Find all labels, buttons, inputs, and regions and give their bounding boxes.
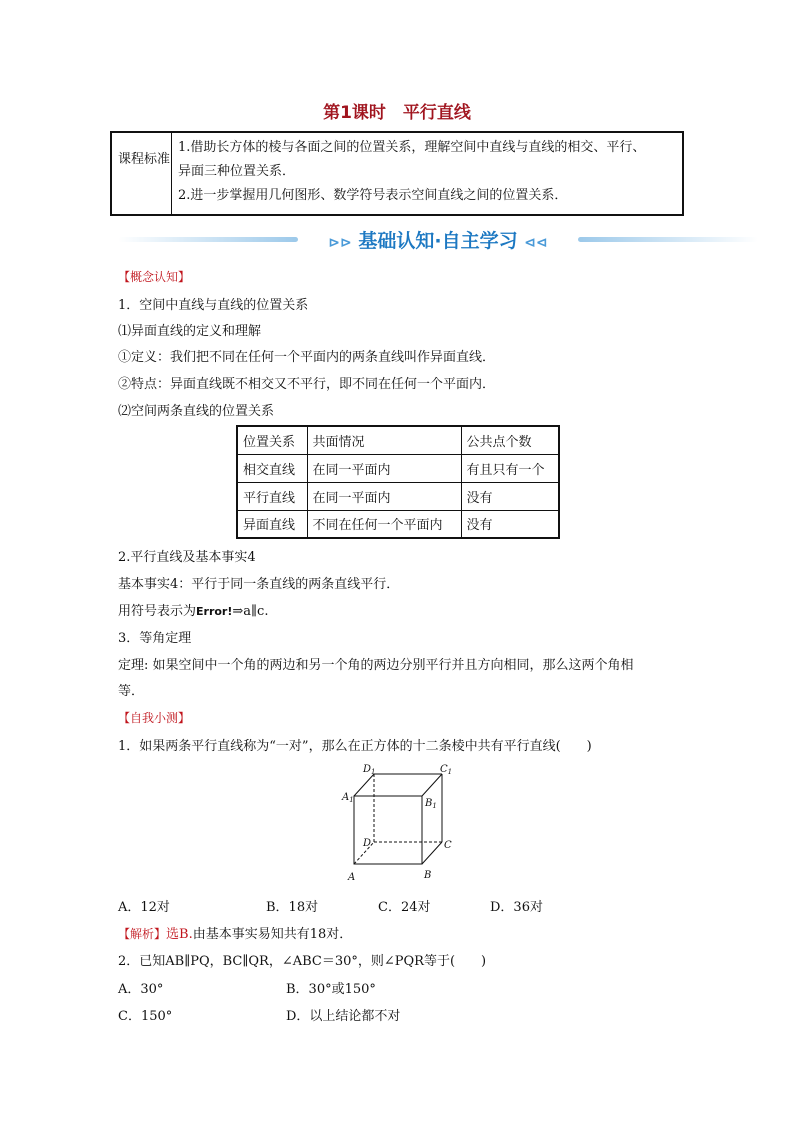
chevron-left-icon: ⊲⊲ (524, 235, 548, 251)
banner-line-left (118, 237, 298, 242)
concept-tag: 【概念认知】 (118, 270, 191, 284)
symbol-line (118, 600, 268, 619)
table-cell: 不同在任何一个平面内 (307, 510, 461, 538)
q2-option-b: B．30°或150° (286, 982, 376, 997)
q2-option-a: A．30° (118, 982, 164, 997)
table-row (237, 510, 559, 538)
table-cell: 有且只有一个 (461, 454, 559, 482)
theorem-line-1: 定理: 如果空间中一个角的两边和另一个角的两边分别平行并且方向相同，那么这两个角相 (118, 658, 634, 673)
label-A1: $A_1$ (342, 792, 354, 804)
q2-option-d: D．以上结论都不对 (286, 1009, 401, 1024)
table-row (237, 482, 559, 510)
course-standard-content (178, 136, 678, 208)
position-relation-table (236, 425, 560, 539)
table-cell: 没有 (461, 482, 559, 510)
table-header: 共面情况 (307, 426, 461, 454)
label-A: A (348, 872, 356, 883)
label-C1: $C_1$ (440, 764, 453, 776)
cube-front-face (354, 796, 422, 864)
table-cell: 异面直线 (237, 510, 307, 538)
course-standard-label: 课程标准 (112, 133, 172, 214)
symbol-error: Error! (196, 605, 233, 618)
q1-option-d: D．36对 (490, 900, 543, 915)
standard-item: 异面三种位置关系． (178, 164, 296, 179)
banner-line-right (578, 237, 758, 242)
quiz-tag: 【自我小测】 (118, 711, 191, 725)
label-B1: $B_1$ (425, 798, 437, 810)
table-row (237, 454, 559, 482)
section-1-heading: 1．空间中直线与直线的位置关系 (118, 298, 309, 313)
q1-option-a: A．12对 (118, 900, 170, 915)
course-standard-box (110, 131, 684, 216)
analysis-text: 由基本事实易知共有18对． (192, 927, 353, 942)
section-banner (118, 226, 758, 252)
table-header: 位置关系 (237, 426, 307, 454)
fact4-text: 基本事实4：平行于同一条直线的两条直线平行． (118, 577, 400, 592)
analysis-tag: 【解析】 (118, 927, 167, 941)
page-title: 第1课时 平行直线 (323, 103, 471, 123)
banner-title: 基础认知·自主学习 (358, 230, 518, 252)
standard-item: 2.进一步掌握用几何图形、数学符号表示空间直线之间的位置关系． (178, 188, 568, 203)
section-2-heading: 2.平行直线及基本事实4 (118, 550, 256, 565)
label-C: C (444, 840, 452, 851)
cube-edge (422, 774, 442, 796)
subsection-1b: ⑵空间两条直线的位置关系 (118, 404, 275, 419)
question-1: 1．如果两条平行直线称为“一对”，那么在正方体的十二条棱中共有平行直线( ) (118, 739, 592, 754)
symbol-prefix: 用符号表示为 (118, 604, 197, 619)
feature-text: ②特点：异面直线既不相交又不平行，即不同在任何一个平面内． (118, 377, 496, 392)
question-2: 2．已知AB∥PQ，BC∥QR，∠ABC＝30°，则∠PQR等于( ) (118, 954, 487, 969)
chevron-right-icon: ⊳⊳ (328, 235, 352, 251)
table-cell: 平行直线 (237, 482, 307, 510)
cube-diagram (338, 762, 458, 886)
table-cell: 相交直线 (237, 454, 307, 482)
q1-option-b: B．18对 (266, 900, 319, 915)
subsection-1a: ⑴异面直线的定义和理解 (118, 324, 262, 339)
standard-item: 1.借助长方体的棱与各面之间的位置关系，理解空间中直线与直线的相交、平行、 (178, 140, 646, 155)
label-D1: $D_1$ (363, 764, 376, 776)
symbol-suffix: ⇒a∥c. (232, 604, 269, 619)
definition-text: ①定义：我们把不同在任何一个平面内的两条直线叫作异面直线． (118, 350, 496, 365)
analysis-line (118, 923, 352, 942)
section-3-heading: 3．等角定理 (118, 631, 192, 646)
table-cell: 在同一平面内 (307, 482, 461, 510)
q1-option-c: C．24对 (378, 900, 431, 915)
table-cell: 在同一平面内 (307, 454, 461, 482)
table-header: 公共点个数 (461, 426, 559, 454)
q2-option-c: C．150° (118, 1009, 173, 1024)
cube-edge (354, 774, 374, 796)
banner-title-wrap (298, 226, 578, 253)
label-D: D (363, 838, 372, 849)
table-cell: 没有 (461, 510, 559, 538)
theorem-line-2: 等． (118, 684, 145, 699)
label-B: B (424, 870, 432, 881)
cube-edge (422, 842, 442, 864)
analysis-answer: 选B. (166, 927, 193, 942)
table-header-row (237, 426, 559, 454)
